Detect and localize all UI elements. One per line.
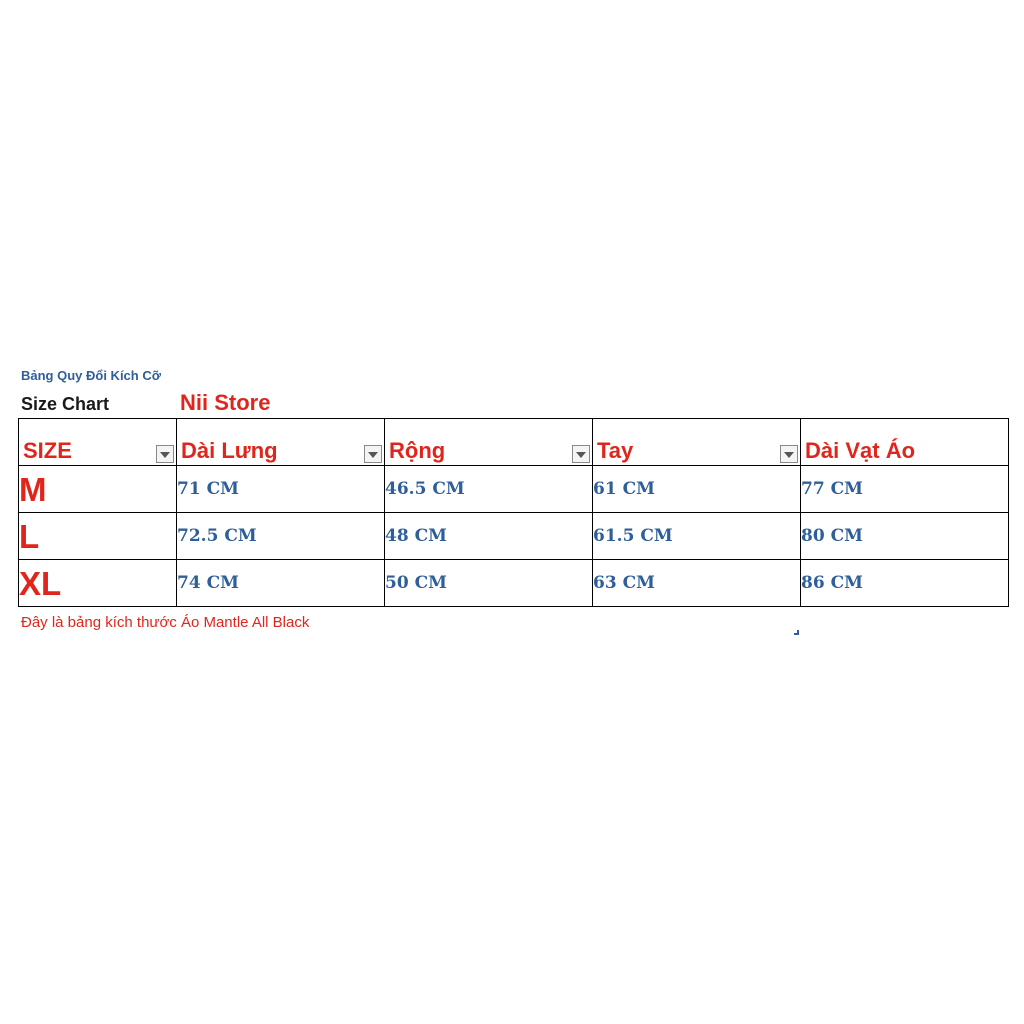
- table-cell: 63 CM: [593, 560, 801, 607]
- table-header-row: [19, 419, 1009, 466]
- chart-subtitle: Bảng Quy Đổi Kích Cỡ: [21, 368, 161, 383]
- table-cell: 61 CM: [593, 466, 801, 513]
- table-cell: 50 CM: [385, 560, 593, 607]
- table-cell: 48 CM: [385, 513, 593, 560]
- table-row: [19, 466, 1009, 513]
- header-label: SIZE: [23, 438, 72, 463]
- header-label: Dài Vạt Áo: [805, 438, 916, 463]
- table-cell: 74 CM: [177, 560, 385, 607]
- filter-dropdown-icon[interactable]: [364, 445, 382, 463]
- header-label: Dài Lưng: [181, 438, 278, 463]
- filter-dropdown-icon[interactable]: [780, 445, 798, 463]
- table-cell: 61.5 CM: [593, 513, 801, 560]
- size-cell: M: [19, 466, 177, 513]
- filter-dropdown-icon[interactable]: [156, 445, 174, 463]
- header-label: Rộng: [389, 438, 446, 463]
- size-cell: L: [19, 513, 177, 560]
- header-label: Tay: [597, 438, 634, 463]
- table-cell: 46.5 CM: [385, 466, 593, 513]
- store-name: Nii Store: [180, 390, 271, 415]
- table-cell: 72.5 CM: [177, 513, 385, 560]
- table-cell: 77 CM: [801, 466, 1009, 513]
- cell-corner-marker: [794, 630, 799, 635]
- size-chart-label: Size Chart: [21, 394, 110, 414]
- size-table: [18, 418, 1009, 607]
- table-row: [19, 513, 1009, 560]
- table-row: [19, 560, 1009, 607]
- table-cell: 80 CM: [801, 513, 1009, 560]
- header-cell-back-length: [177, 419, 385, 466]
- header-cell-width: [385, 419, 593, 466]
- filter-dropdown-icon[interactable]: [572, 445, 590, 463]
- header-cell-hem-length: [801, 419, 1009, 466]
- header-cell-size: [19, 419, 177, 466]
- size-cell: XL: [19, 560, 177, 607]
- footnote: Đây là bảng kích thước Áo Mantle All Black: [21, 614, 310, 631]
- table-cell: 71 CM: [177, 466, 385, 513]
- header-cell-sleeve: [593, 419, 801, 466]
- table-cell: 86 CM: [801, 560, 1009, 607]
